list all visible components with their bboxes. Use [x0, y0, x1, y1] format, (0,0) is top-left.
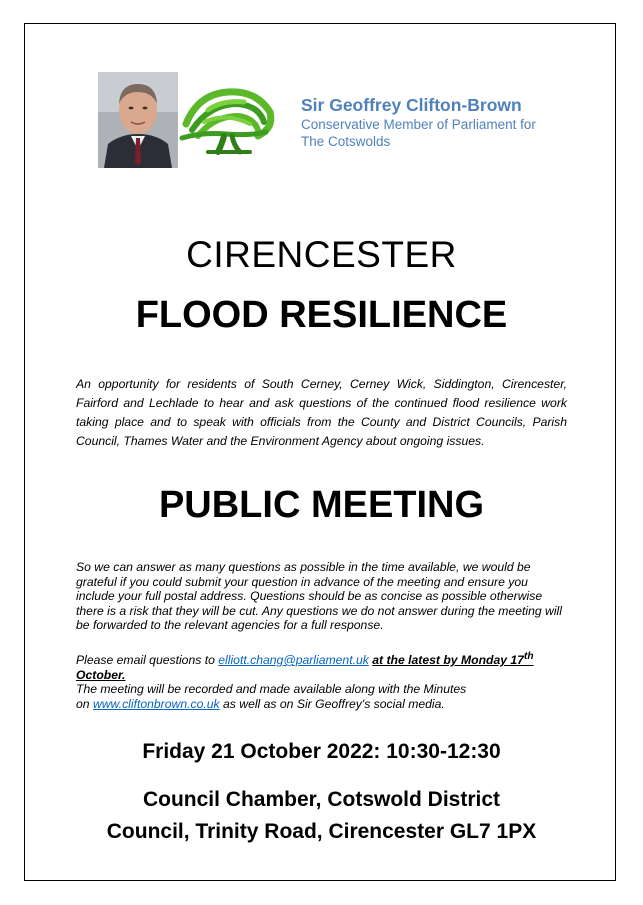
email-prefix: Please email questions to — [76, 653, 219, 668]
deadline-part-a: at the latest by Monday 17 — [372, 653, 524, 668]
recording-line2 — [76, 697, 568, 712]
venue-line2: Council, Trinity Road, Cirencester GL7 1PX — [106, 820, 537, 843]
tree-icon — [178, 84, 278, 156]
recording-suffix: as well as on Sir Geoffrey's social media. — [219, 696, 445, 711]
mp-role-line2: The Cotswolds — [301, 134, 391, 149]
venue-line1: Council Chamber, Cotswold District — [142, 788, 501, 811]
questions-paragraph: So we can answer as many questions as possible in the time available, we would be grateful if you could submit your question in advance of the meeting and ensure you include your full postal address. Questions should be as concise as possible otherwise there is a risk that they will be cut. Any questions we do not answer during the meeting will be forwarded to the relevant agencies for a full response. — [76, 560, 562, 632]
event-date-time: Friday 21 October 2022: 10:30-12:30 — [142, 740, 501, 763]
deadline-part-b: October. — [76, 667, 126, 682]
website-link[interactable]: www.cliftonbrown.co.uk — [92, 696, 220, 711]
conservative-tree-logo — [178, 84, 278, 156]
title-topic: FLOOD RESILIENCE — [135, 294, 508, 336]
deadline-superscript: th — [523, 651, 534, 662]
mp-role-line1: Conservative Member of Parliament for — [301, 117, 536, 132]
email-paragraph — [76, 650, 568, 682]
mp-name: Sir Geoffrey Clifton-Brown — [301, 95, 522, 115]
portrait-icon — [98, 72, 178, 168]
deadline-text — [372, 653, 533, 667]
event-venue — [0, 784, 643, 848]
email-link[interactable]: elliott.chang@parliament.uk — [218, 653, 369, 668]
recording-paragraph — [76, 682, 568, 711]
intro-paragraph: An opportunity for residents of South Cerney, Cerney Wick, Siddington, Cirencester, Fairford and Lechlade to hear and ask questions of the continued flood resilience work taking place and to speak with officials from the County and District Councils, Parish Council, Thames Water and the Environment Agency about ongoing issues. — [76, 377, 567, 448]
mp-header — [301, 94, 536, 150]
title-event: PUBLIC MEETING — [158, 484, 485, 526]
recording-line1: The meeting will be recorded and made available along with the Minutes — [76, 682, 467, 696]
recording-prefix: on — [76, 696, 93, 711]
title-location: CIRENCESTER — [186, 234, 457, 275]
mp-portrait-photo — [98, 72, 178, 168]
